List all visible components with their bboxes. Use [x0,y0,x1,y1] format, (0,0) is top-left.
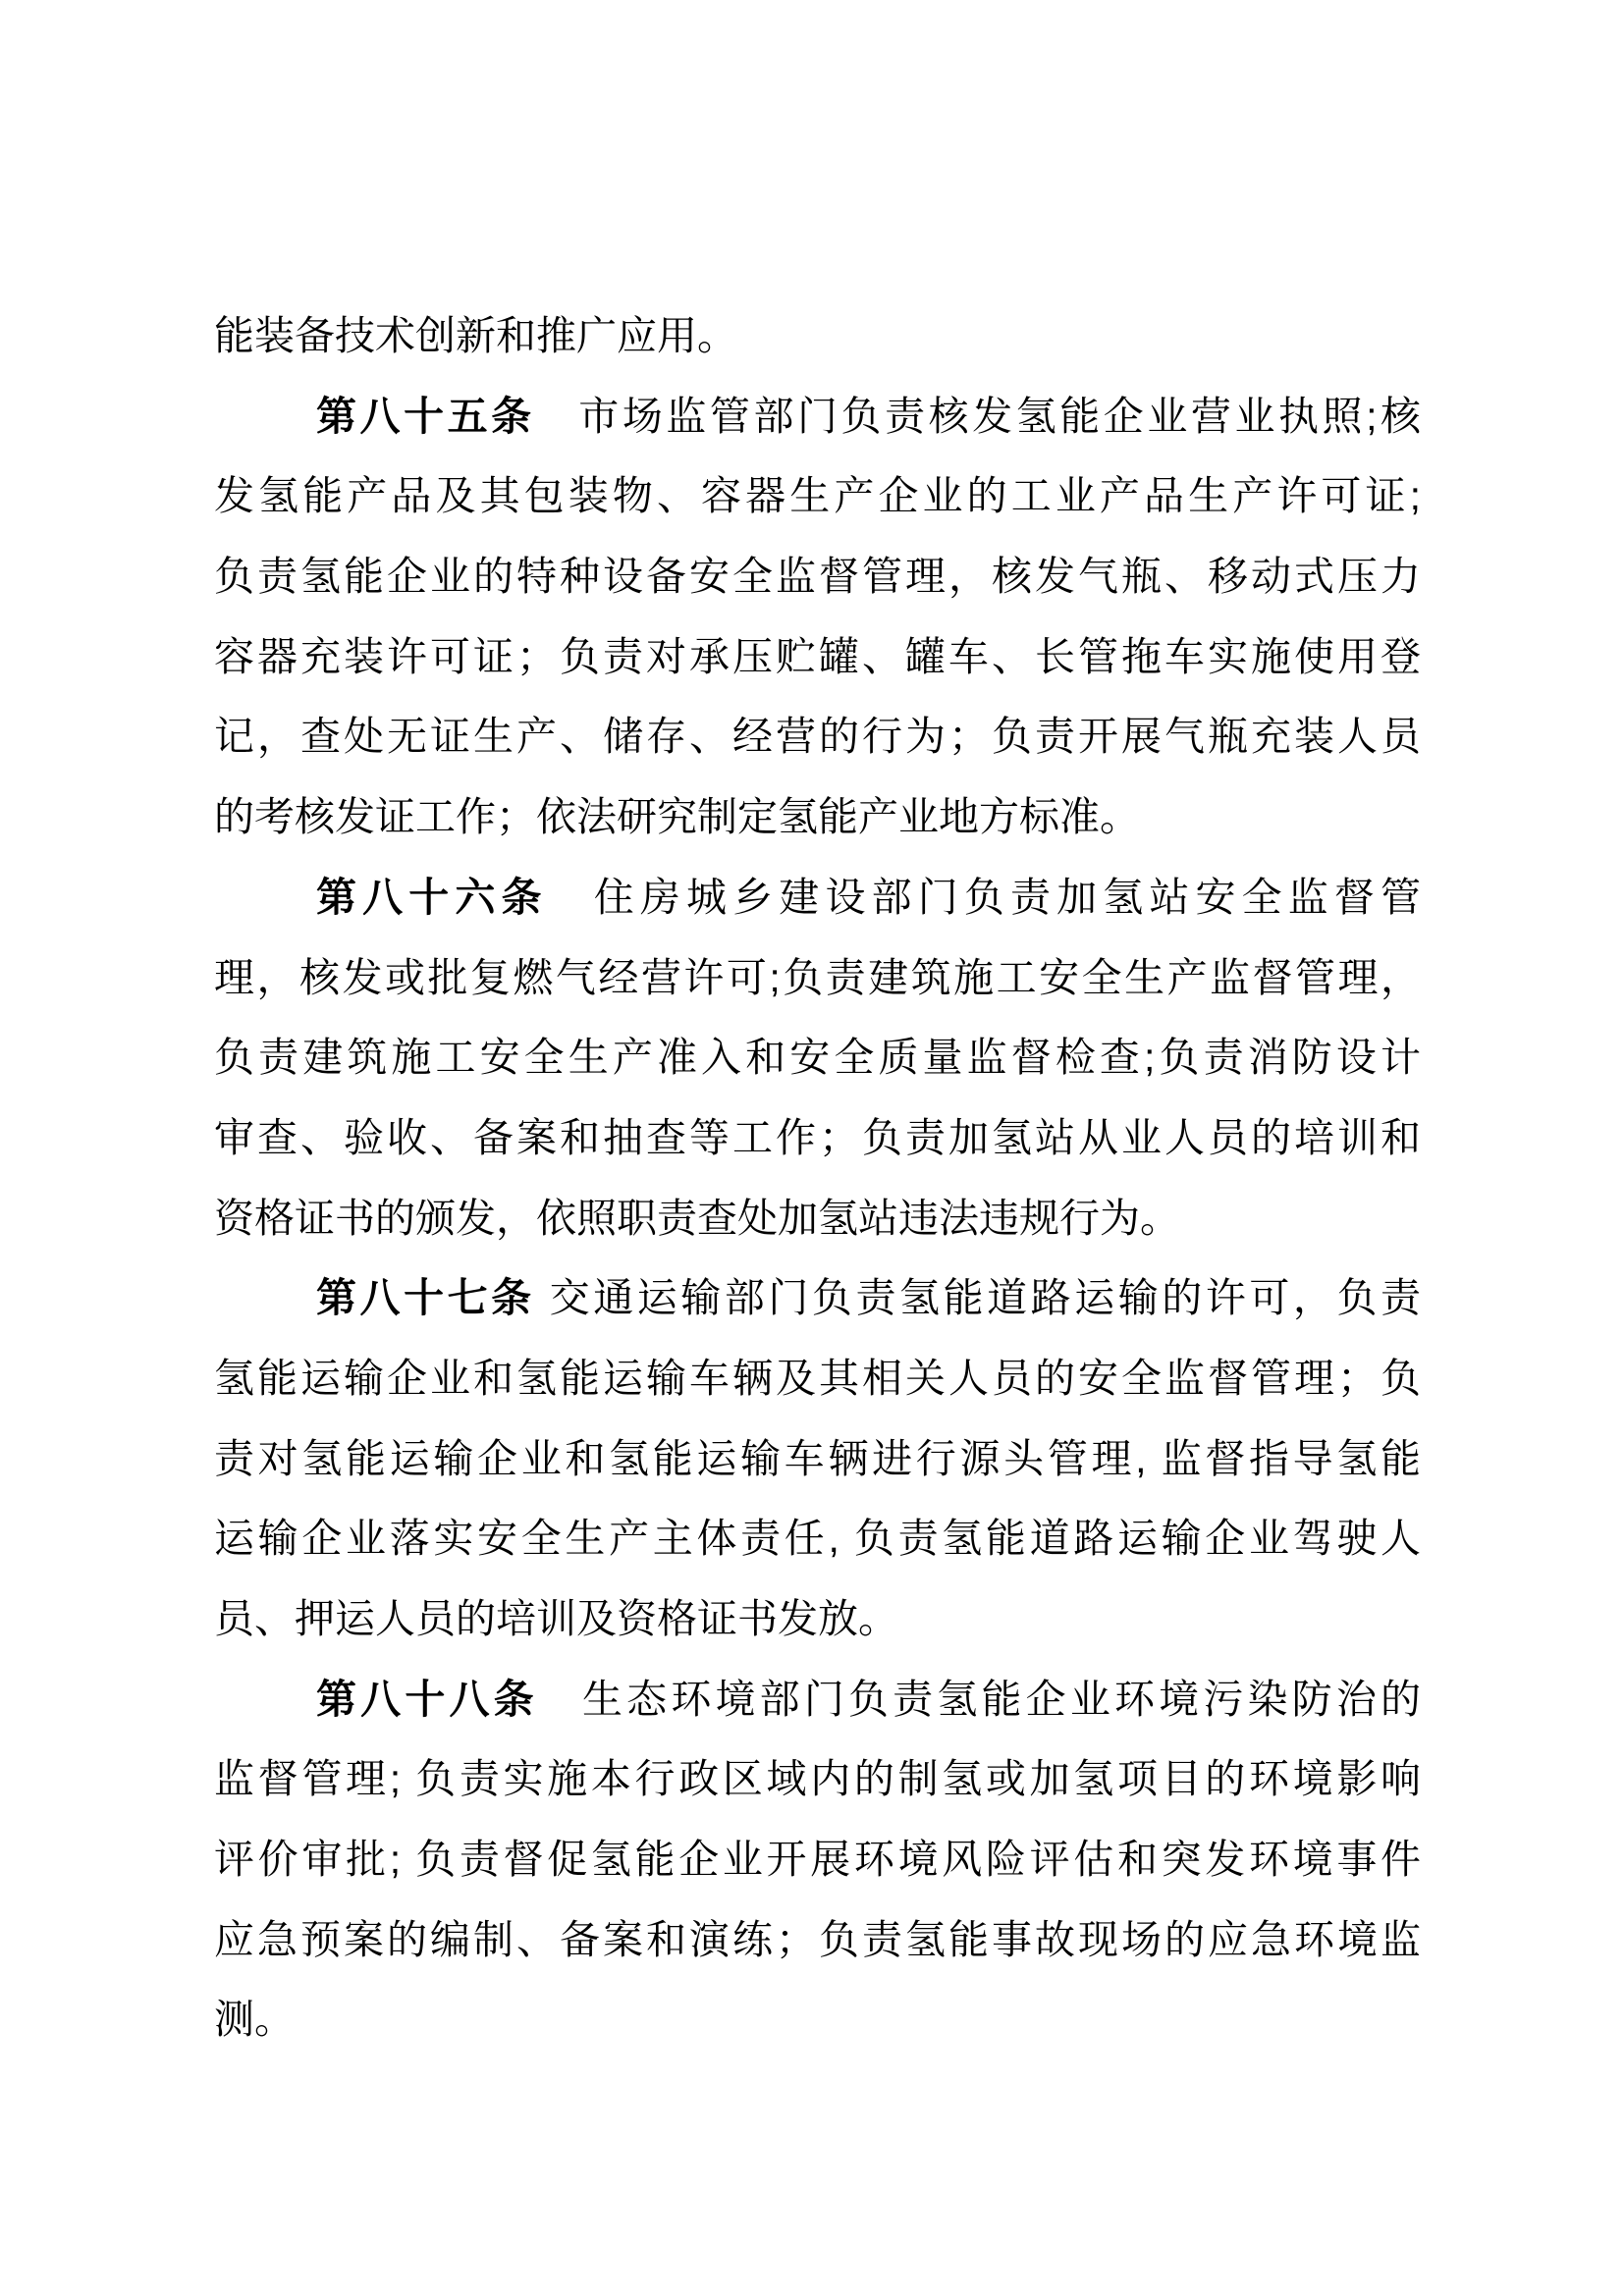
text-line [214,1258,1421,1339]
text-line [214,296,1421,377]
text-line [214,777,1421,858]
line-text: 员、押运人员的培训及资格证书发放。 [214,1596,898,1641]
line-text: 记，查处无证生产、储存、经营的行为；负责开展气瓶充装人员 [214,714,1421,760]
text-line [214,617,1421,698]
article-number: 第八十六条 [316,874,548,920]
text-line [214,697,1421,777]
text-line [214,1179,1421,1259]
text-line [214,938,1421,1019]
text-line [214,1499,1421,1579]
line-text: 监督管理; 负责实施本行政区域内的制氢或加氢项目的环境影响 [214,1756,1421,1802]
line-text: 理，核发或批复燃气经营许可;负责建筑施工安全生产监督管理， [214,954,1421,1000]
line-text: 住房城乡建设部门负责加氢站安全监督管 [547,874,1421,920]
line-text: 生态环境部门负责氢能企业环境污染防治的 [537,1676,1421,1722]
line-text: 责对氢能运输企业和氢能运输车辆进行源头管理, 监督指导氢能 [214,1435,1421,1481]
text-block [214,296,1421,2060]
text-line [214,1739,1421,1820]
text-line [214,1098,1421,1179]
line-text: 交通运输部门负责氢能道路运输的许可，负责 [534,1275,1421,1321]
line-text: 负责氢能企业的特种设备安全监督管理，核发气瓶、移动式压力 [214,554,1421,600]
line-text: 市场监管部门负责核发氢能企业营业执照;核 [534,393,1421,439]
text-line [214,1579,1421,1660]
text-line [214,1339,1421,1419]
line-text: 运输企业落实安全生产主体责任, 负责氢能道路运输企业驾驶人 [214,1516,1421,1562]
line-text: 资格证书的颁发，依照职责查处加氢站违法违规行为。 [214,1195,1180,1241]
text-line [214,1980,1421,2060]
line-text: 氢能运输企业和氢能运输车辆及其相关人员的安全监督管理；负 [214,1355,1421,1401]
line-text: 评价审批; 负责督促氢能企业开展环境风险评估和突发环境事件 [214,1837,1421,1883]
line-text: 应急预案的编制、备案和演练；负责氢能事故现场的应急环境监 [214,1916,1421,1962]
text-line [214,1419,1421,1500]
text-line [214,377,1421,457]
text-line [214,1820,1421,1900]
text-line [214,1900,1421,1981]
text-line [214,1660,1421,1740]
line-text: 能装备技术创新和推广应用。 [214,313,737,358]
line-text: 容器充装许可证；负责对承压贮罐、罐车、长管拖车实施使用登 [214,633,1421,679]
text-line [214,456,1421,537]
article-number: 第八十五条 [316,393,535,439]
article-number: 第八十八条 [316,1676,538,1722]
line-text: 负责建筑施工安全生产准入和安全质量监督检查;负责消防设计 [214,1035,1421,1081]
text-line [214,537,1421,617]
line-text: 审查、验收、备案和抽查等工作；负责加氢站从业人员的培训和 [214,1114,1421,1160]
line-text: 发氢能产品及其包装物、容器生产企业的工业产品生产许可证; [214,473,1421,519]
text-line [214,1018,1421,1098]
line-text: 测。 [214,1997,295,2043]
text-line [214,858,1421,938]
article-number: 第八十七条 [316,1275,535,1321]
line-text: 的考核发证工作；依法研究制定氢能产业地方标准。 [214,794,1140,840]
